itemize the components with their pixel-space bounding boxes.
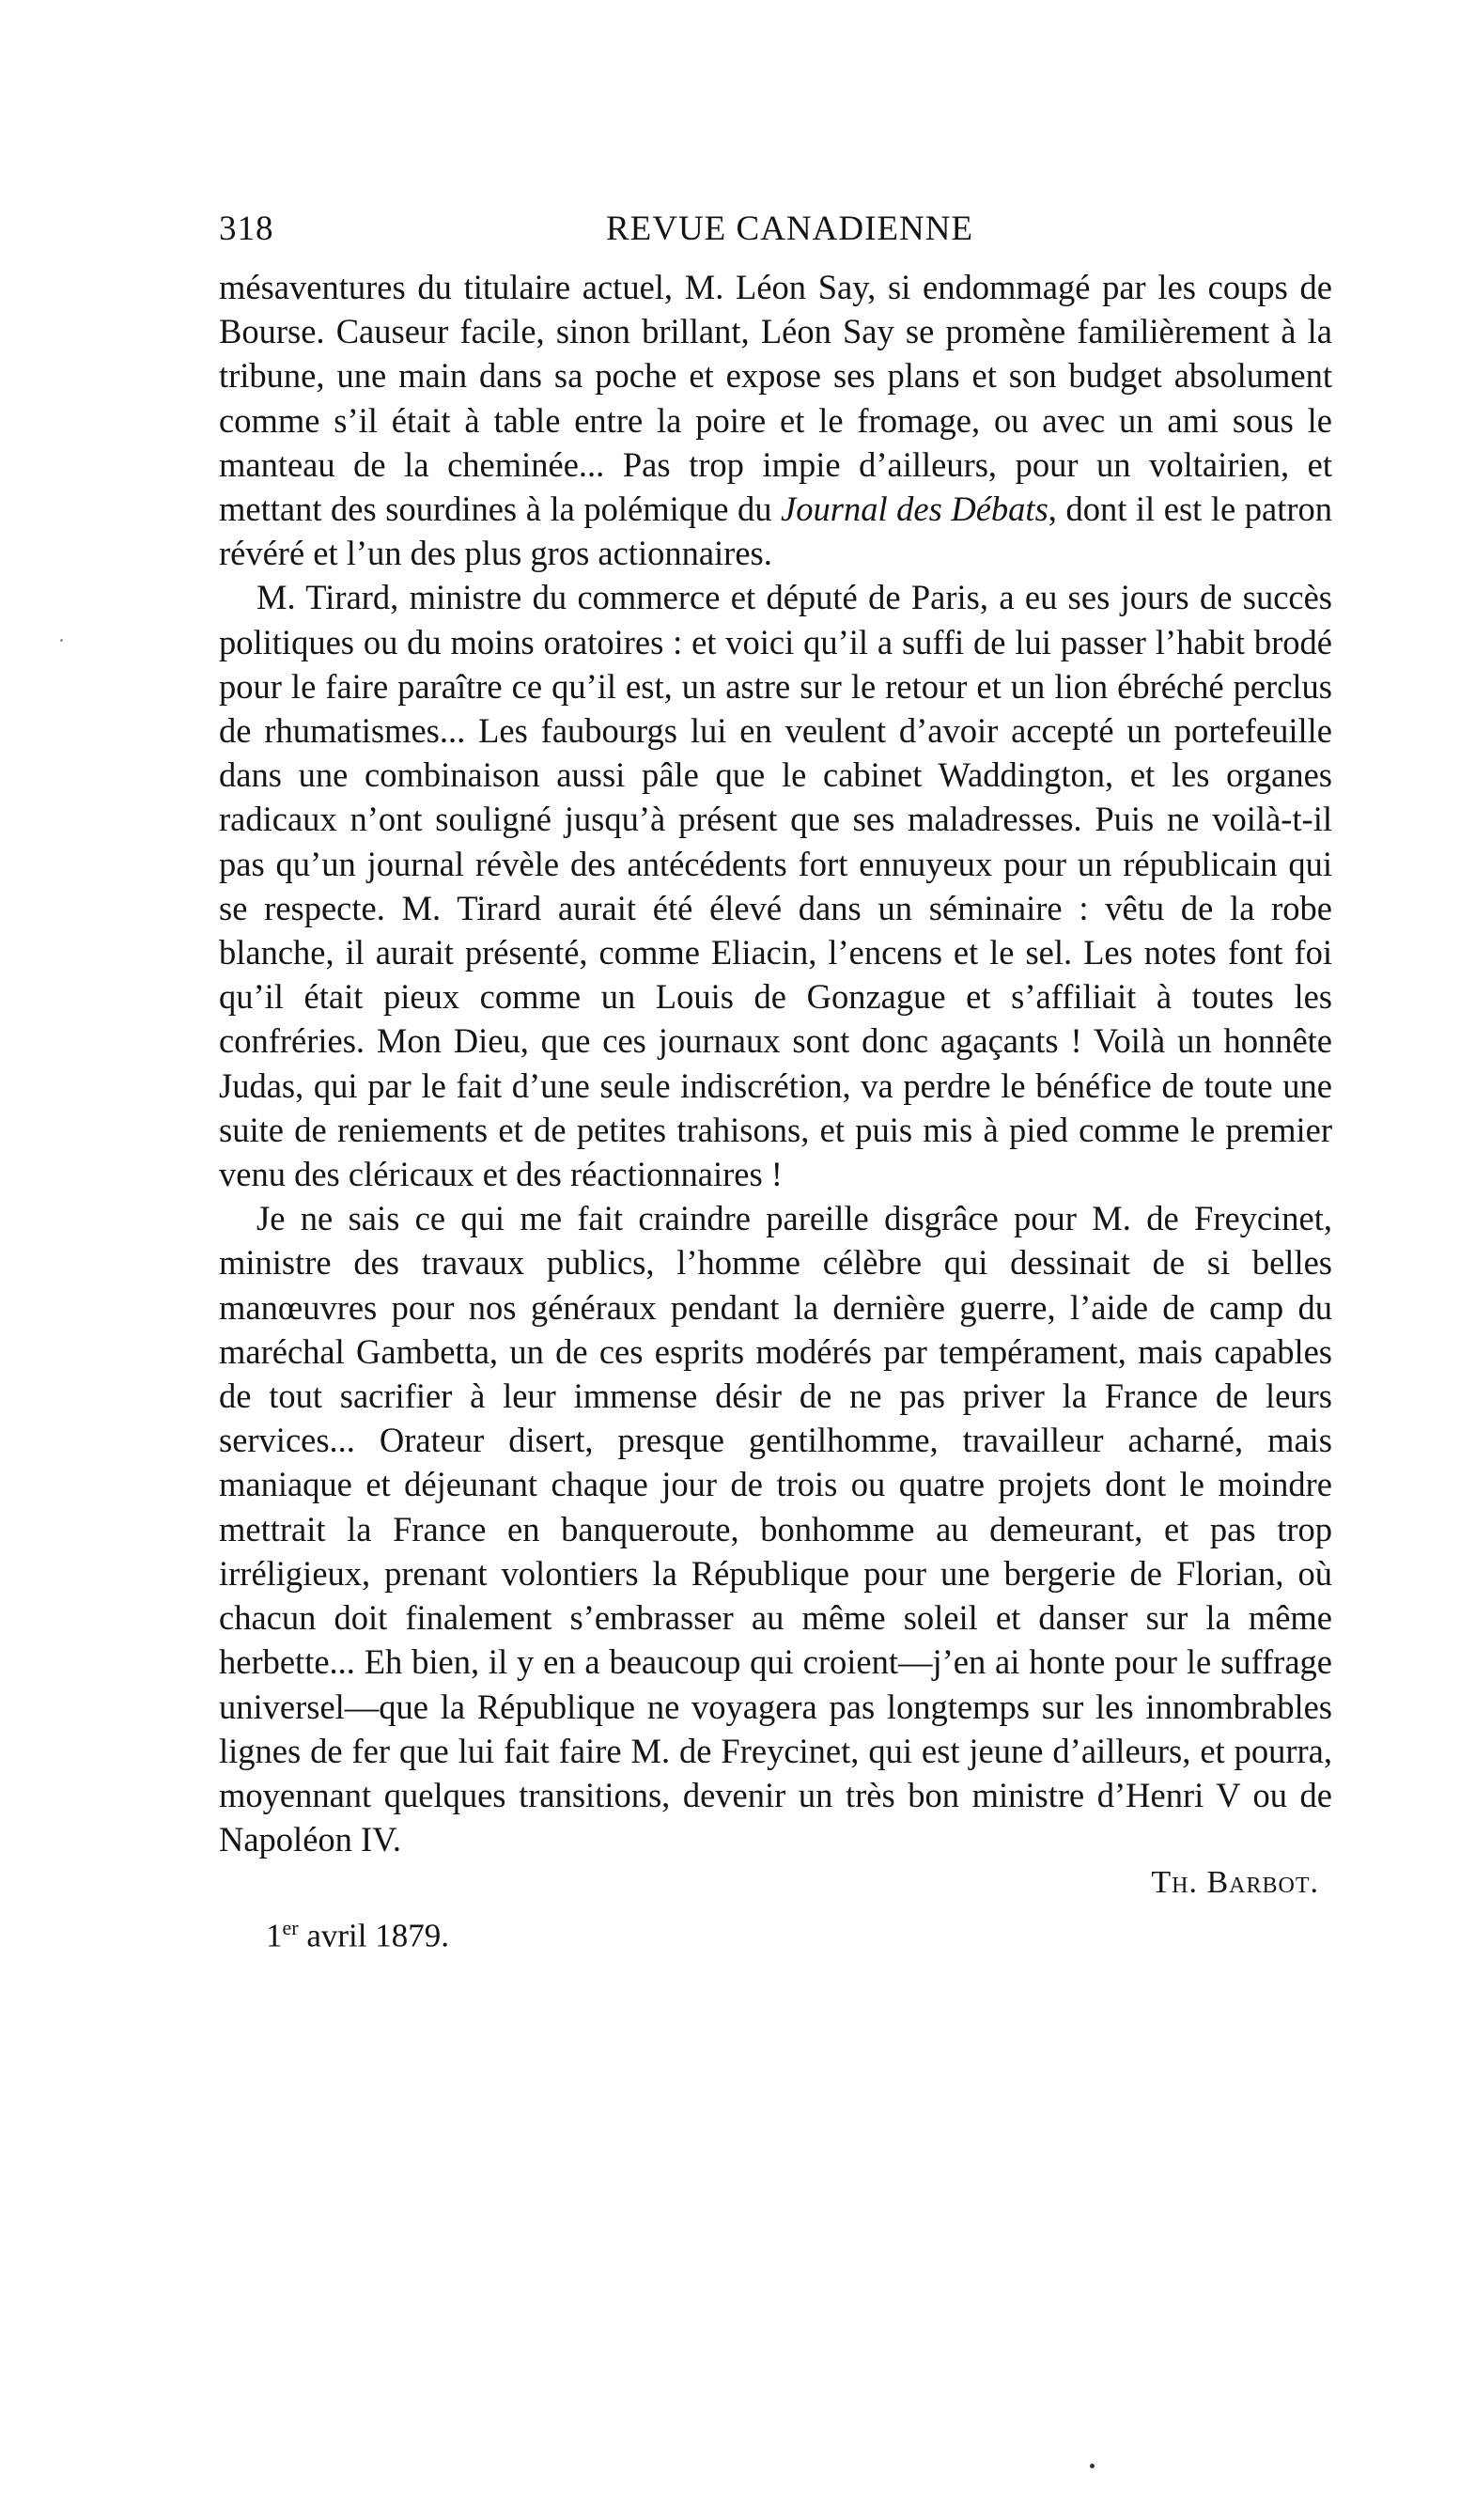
dateline-day-suffix: er	[282, 1916, 299, 1940]
paragraph-tirard: M. Tirard, ministre du commerce et député de Paris, a eu ses jours de succès politiques ou du moins oratoires : et voici qu’il a suffi de lui passer l’habit brodé pour le faire paraître ce qu’il est, un astre sur le retour et un lion ébréché perclus de rhumatismes... Les faubourgs lui en veulent d’avoir accepté un portefeuille dans une combinaison aussi pâle que le cabinet Waddington, et les organes radicaux n’ont souligné jusqu’à présent que ses maladresses. Puis ne voilà-t-il pas qu’un journal révèle des antécédents fort ennuyeux pour un républicain qui se respecte. M. Tirard aurait été élevé dans un séminaire : vêtu de la robe blanche, il aurait présenté, comme Eliacin, l’encens et le sel. Les notes font foi qu’il était pieux comme un Louis de Gonzague et s’affiliait à toutes les confréries. Mon Dieu, que ces journaux sont donc agaçants ! Voilà un honnête Judas, qui par le fait d’une seule indiscrétion, va perdre le bénéfice de toute une suite de reniements et de petites trahisons, et puis mis à pied comme le premier venu des cléricaux et des réactionnaires !	[219, 578, 1332, 1194]
article-body	[219, 265, 1332, 1861]
dateline-month-year: avril 1879.	[298, 1917, 449, 1954]
author-signature: Th. Barbot.	[1151, 1865, 1319, 1901]
running-head	[219, 197, 1332, 254]
print-speck	[1090, 2464, 1095, 2468]
page-number: 318	[219, 210, 274, 248]
dateline	[266, 1908, 1332, 1956]
paragraph-freycinet: Je ne sais ce qui me fait craindre pareille disgrâce pour M. de Freycinet, ministre des travaux publics, l’homme célèbre qui dessinait de si belles manœuvres pour nos généraux pendant la dernière guerre, l’aide de camp du maréchal Gambetta, un de ces esprits modérés par tempérament, mais capables de tout sacrifier à leur immense désir de ne pas priver la France de leurs services... Orateur disert, presque gentilhomme, travailleur acharné, mais maniaque et déjeunant chaque jour de trois ou quatre projets dont le moindre mettrait la France en banqueroute, bonhomme au demeurant, et pas trop irréligieux, prenant volontiers la République pour une bergerie de Florian, où chacun doit finalement s’embrasser au même soleil et danser sur la même herbette... Eh bien, il y en a beaucoup qui croient—j’en ai honte pour le suffrage universel—que la République ne voyagera pas longtemps sur les innombrables lignes de fer que lui fait faire M. de Freycinet, qui est jeune d’ailleurs, et pourra, moyennant quelques transitions, devenir un très bon ministre d’Henri V ou de Napoléon IV.	[219, 1199, 1332, 1859]
book-page	[219, 197, 1332, 1956]
print-speck	[60, 639, 63, 642]
journal-title: REVUE CANADIENNE	[605, 210, 974, 248]
dateline-day: 1	[266, 1917, 283, 1954]
newspaper-title: Journal des Débats	[781, 490, 1048, 529]
paragraph-leon-say: mésaventures du titulaire actuel, M. Léon Say, si endommagé par les coups de Bourse. Causeur facile, sinon brillant, Léon Say se promène familièrement à la tribune, une main dans sa poche et expose ses plans et son budget absolument comme s’il était à table entre la poire et le fromage, ou avec un ami sous le manteau de la cheminée... Pas trop impie d’ailleurs, pour un voltairien, et mettant des sourdines à la polémique du Journal des Débats, dont il est le patron révéré et l’un des plus gros actionnaires.	[219, 268, 1333, 573]
